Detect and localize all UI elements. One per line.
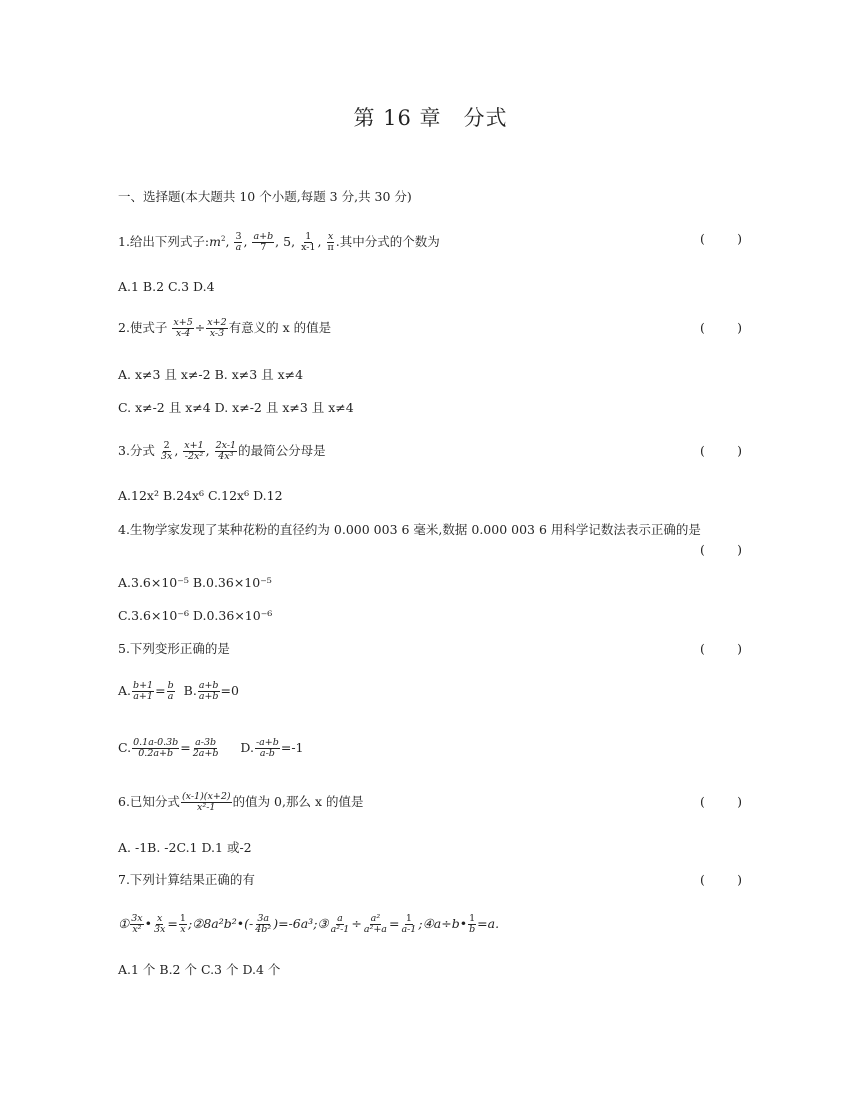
q7-item-1-marker: ① xyxy=(118,916,130,931)
q2-frac-2: $\frac{x+2}{x-3}$ xyxy=(207,317,227,339)
q1-sep: , xyxy=(317,234,322,250)
q1-sep: , xyxy=(243,234,248,250)
answer-bracket-3: ( ) xyxy=(700,443,742,458)
q7-f7: $\frac{1}{a-1}$ xyxy=(401,913,417,935)
q5-option-a-label: A. xyxy=(118,683,132,698)
q1-exp: 2 xyxy=(221,235,226,243)
q3-frac-3: $\frac{2x-1}{\text{4x³}}$ xyxy=(215,440,237,462)
q6-frac: $\frac{(x-1)(x+2)}{\text{x²-1}}$ xyxy=(181,791,231,813)
q2-suffix: 有意义的 x 的值是 xyxy=(228,320,332,335)
question-5: 5.下列变形正确的是 xyxy=(118,641,230,656)
q2-frac-1: $\frac{x+5}{x-4}$ xyxy=(173,317,193,339)
section-heading: 一、选择题(本大题共 10 个小题,每题 3 分,共 30 分) xyxy=(118,189,412,204)
q1-m: m xyxy=(209,234,221,250)
chapter-number: 第 16 章 xyxy=(353,106,442,130)
q2-prefix: 2.使式子 xyxy=(118,320,168,335)
q7-f2: $\frac{x}{3x}$ xyxy=(154,913,166,935)
q7-f8: $\frac{1}{b}$ xyxy=(469,913,476,935)
q5-a-rhs: $\frac{b}{a}$ xyxy=(167,680,174,702)
q4-options-ab: A.3.6×10⁻⁵ B.0.36×10⁻⁵ xyxy=(118,575,272,590)
q5-options-ab: A. $\frac{b+1}{a+1}$ = $\frac{b}{a}$ B. $\frac{a+b}{a+b}$ =0 xyxy=(118,680,239,702)
q5-options-cd: C. $\frac{0.1a-0.3b}{0.2a+b}$ = $\frac{a-3b}{2a+b}$ D. $\frac{-a+b}{a-b}$ =-1 xyxy=(118,737,304,759)
q7-expressions: ① $\frac{3x}{\text{x²}}$ • $\frac{x}{3x}$ = $\frac{1}{x}$ ;②8a²b²•(- $\frac{3a}{\text{4b²}}$ )=-6a³;③ $\frac{a}{\text{a²-1}}$ ÷ $\frac{\text{a²}}{\text{a²+a}}$ = $\frac{1}{a-1}$ ;④a÷b• $\frac{1}{b}$ =a. xyxy=(118,913,500,935)
q7-item-2: ;②8a²b²•(- xyxy=(187,916,254,931)
q5-option-c-label: C. xyxy=(118,740,132,755)
q1-options: A.1 B.2 C.3 D.4 xyxy=(118,279,215,294)
q3-frac-1: $\frac{2}{3x}$ xyxy=(160,440,173,462)
q4-options-cd: C.3.6×10⁻⁶ D.0.36×10⁻⁶ xyxy=(118,608,273,623)
q1-frac-1: $\frac{3}{a}$ xyxy=(235,231,242,254)
q5-a-lhs: $\frac{b+1}{a+1}$ xyxy=(133,680,154,702)
q1-sep: , xyxy=(225,234,230,250)
q5-c-rhs: $\frac{a-3b}{2a+b}$ xyxy=(192,737,219,759)
q3-options: A.12x² B.24x⁶ C.12x⁶ D.12 xyxy=(118,488,283,503)
q3-suffix: 的最简公分母是 xyxy=(238,443,326,458)
answer-bracket-6: ( ) xyxy=(700,794,742,809)
q7-f1: $\frac{3x}{\text{x²}}$ xyxy=(131,913,143,935)
page-title xyxy=(0,102,861,132)
question-3: 3.分式 $\frac{2}{3x}$ , $\frac{x+1}{\text{-2x²}}$ , $\frac{2x-1}{\text{4x³}}$ 的最简公分母是 xyxy=(118,440,326,462)
q5-option-d-label: D. xyxy=(240,740,254,755)
answer-bracket-7: ( ) xyxy=(700,872,742,887)
q3-frac-2: $\frac{x+1}{\text{-2x²}}$ xyxy=(184,440,204,462)
answer-bracket-1: ( ) xyxy=(700,231,742,246)
q3-prefix: 3.分式 xyxy=(118,443,155,458)
answer-bracket-5: ( ) xyxy=(700,641,742,656)
q2-options-ab: A. x≠3 且 x≠-2 B. x≠3 且 x≠4 xyxy=(118,367,304,382)
q1-frac-3: $\frac{1}{x-1}$ xyxy=(301,231,316,254)
q1-sep: , xyxy=(275,234,280,250)
q7-f5: $\frac{a}{\text{a²-1}}$ xyxy=(330,913,350,935)
q7-f3: $\frac{1}{x}$ xyxy=(179,913,186,935)
q5-d-lhs: $\frac{-a+b}{a-b}$ xyxy=(255,737,279,759)
q7-item-4-end: =a. xyxy=(477,916,500,931)
question-1 xyxy=(118,229,440,253)
question-6 xyxy=(118,792,363,813)
q6-suffix: 的值为 0,那么 x 的值是 xyxy=(232,794,364,809)
chapter-name: 分式 xyxy=(463,106,508,130)
q7-f6: $\frac{\text{a²}}{\text{a²+a}}$ xyxy=(363,913,387,935)
q7-item-4: ;④a÷b• xyxy=(418,916,468,931)
q5-b-lhs: $\frac{a+b}{a+b}$ xyxy=(198,680,219,702)
q1-five: 5, xyxy=(283,234,296,250)
question-4: 4.生物学家发现了某种花粉的直径约为 0.000 003 6 毫米,数据 0.000 003 6 用科学记数法表示正确的是 xyxy=(118,522,701,537)
answer-bracket-2: ( ) xyxy=(700,320,742,335)
q1-frac-4: $\frac{x}{\pi}$ xyxy=(327,231,334,254)
q2-div: ÷ xyxy=(194,320,206,335)
q1-prefix: 1.给出下列式子: xyxy=(118,234,210,250)
q5-option-b-label: B. xyxy=(183,683,197,698)
q1-frac-2: $\frac{a+b}{7}$ xyxy=(253,231,274,254)
q6-prefix: 6.已知分式 xyxy=(118,794,180,809)
q6-options: A. -1B. -2C.1 D.1 或-2 xyxy=(118,840,252,855)
q1-suffix: .其中分式的个数为 xyxy=(335,234,440,250)
q7-item-2-end: )=-6a³;③ xyxy=(273,916,329,931)
q7-f4: $\frac{3a}{\text{4b²}}$ xyxy=(255,913,272,935)
question-7: 7.下列计算结果正确的有 xyxy=(118,872,255,887)
q2-options-cd: C. x≠-2 且 x≠4 D. x≠-2 且 x≠3 且 x≠4 xyxy=(118,400,354,415)
question-2 xyxy=(118,318,331,339)
answer-bracket-4: ( ) xyxy=(700,542,742,557)
q7-options: A.1 个 B.2 个 C.3 个 D.4 个 xyxy=(118,962,281,977)
q5-c-lhs: $\frac{0.1a-0.3b}{0.2a+b}$ xyxy=(133,737,179,759)
